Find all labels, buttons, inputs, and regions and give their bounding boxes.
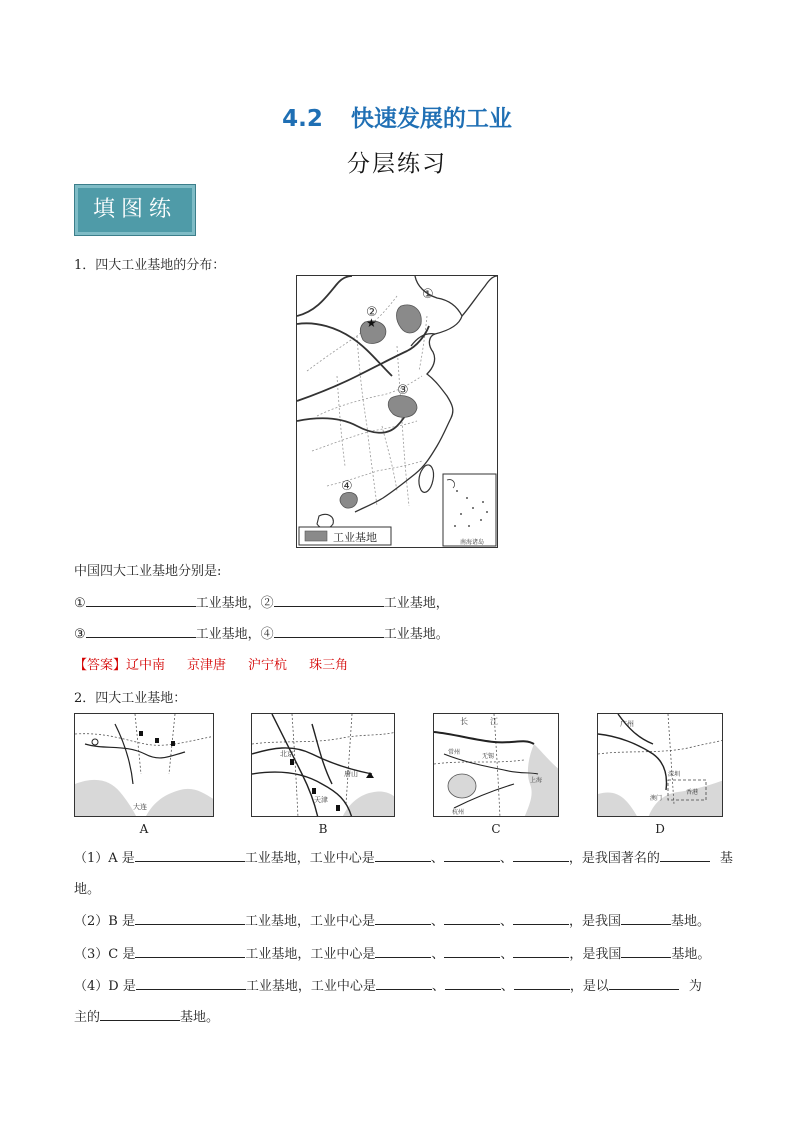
mark-1: ① [74,596,86,611]
page-subtitle: 分层练习 [347,151,447,177]
map-d-place: 香港 [686,789,699,796]
row2-text2: 工业基地。 [383,627,449,642]
s1-b: 工业基地，工业中心是 [244,851,375,866]
s4-f: 为 [688,979,702,994]
s2-blank-base[interactable] [135,911,245,925]
s4-g: 主的 [74,1010,101,1025]
answer-item: 珠三角 [309,658,349,673]
marker-2: ② [366,305,378,320]
s4-a: （4）D 是 [74,979,136,994]
s2-blank-c1[interactable] [375,911,431,925]
map-c-place: 上海 [530,777,543,784]
marker-4: ④ [341,479,353,494]
map-c [433,713,559,817]
q2-s4-wrap [74,1006,219,1025]
q2-s2 [74,910,710,929]
map-a-place: 大连 [133,803,147,811]
q2-s4 [74,975,702,994]
s1-blank-base[interactable] [135,848,245,862]
s1-blank-c3[interactable] [513,848,569,862]
s3-blank-base[interactable] [135,944,245,958]
s4-h: 基地。 [180,1010,220,1025]
map-c-place: 常州 [448,749,461,756]
mark-4: ④ [260,627,274,642]
map-c-label: C [491,822,501,836]
map-a-label: A [139,822,149,836]
s3-blank-c3[interactable] [513,944,569,958]
blank-2[interactable] [274,593,384,607]
s3-b: 工业基地，工业中心是 [245,947,376,962]
map-d-place: 深圳 [668,771,681,778]
s4-blank-type[interactable] [609,976,679,990]
s2-b: 工业基地，工业中心是 [244,914,375,929]
inset-label: 南海诸岛 [460,539,485,546]
answer-item: 沪宁杭 [248,658,288,673]
s1-blank-type[interactable] [660,848,710,862]
s4-d: 、 [500,979,514,994]
s2-f: 基地。 [671,914,711,929]
q1-row2 [74,623,449,642]
map-b [251,713,395,817]
q2-prompt: 2．四大工业基地： [74,691,187,706]
s2-a: （2）B 是 [74,914,135,929]
s2-e: ，是我国 [569,914,622,929]
s1-d: 、 [499,851,513,866]
s1-blank-c2[interactable] [444,848,500,862]
q2-s1-wrap: 地。 [74,882,101,897]
map-a [74,713,214,817]
legend-swatch [305,531,327,541]
s2-d: 、 [500,914,514,929]
s2-blank-c3[interactable] [513,911,569,925]
map-d-place: 广州 [620,720,634,728]
answer-item: 京津唐 [187,658,227,673]
s3-c: 、 [431,947,445,962]
s2-blank-type[interactable] [621,911,671,925]
q2-s1 [74,847,733,866]
s4-blank-c2[interactable] [445,976,501,990]
china-industrial-base-map [296,275,498,548]
map-b-place: 天津 [314,796,328,804]
map-b-label: B [318,822,328,836]
s3-blank-c2[interactable] [444,944,500,958]
s1-e: ，是我国著名的 [568,851,660,866]
map-c-place: 无锡 [482,753,495,760]
china-map-graphic [297,276,497,547]
section-title: 快速发展的工业 [350,106,512,132]
q1-prompt: 1．四大工业基地的分布： [74,258,226,273]
map-d-label: D [655,822,665,836]
q1-answer [74,654,370,673]
blank-1[interactable] [86,593,196,607]
s4-blank-c3[interactable] [514,976,570,990]
s3-blank-type[interactable] [621,944,671,958]
section-badge [74,184,196,236]
s3-d: 、 [500,947,514,962]
s4-b: 工业基地，工业中心是 [245,979,376,994]
marker-1: ① [422,287,434,302]
s3-a: （3）C 是 [74,947,136,962]
s4-c: 、 [431,979,445,994]
s1-f: 基 [719,851,733,866]
map-b-place: 唐山 [344,770,358,778]
q2-s3 [74,943,710,962]
s1-a: （1）A 是 [74,851,135,866]
s4-blank-c1[interactable] [376,976,432,990]
answer-tag: 【答案】 [74,658,127,673]
s3-f: 基地。 [671,947,711,962]
blank-4[interactable] [274,624,384,638]
s4-blank-kind[interactable] [100,1007,180,1021]
map-c-place: 杭州 [452,809,465,816]
mark-3: ③ [74,627,86,642]
map-c-place: 长 [460,717,468,726]
base-huningsheng [388,396,417,418]
legend-label: 工业基地 [333,531,377,544]
capital-star-icon: ★ [366,316,377,330]
map-c-place: 江 [490,717,498,726]
map-d [597,713,723,817]
page-title [0,100,794,133]
row2-text1: 工业基地， [195,627,261,642]
s1-c: 、 [430,851,444,866]
section-badge-label: 填图练 [92,197,177,222]
map-b-place: 北京 [280,750,294,758]
q1-row1 [74,592,449,611]
section-number: 4.2 [282,106,323,132]
s2-c: 、 [430,914,444,929]
s4-e: ，是以 [569,979,609,994]
s2-blank-c2[interactable] [444,911,500,925]
s3-blank-c1[interactable] [375,944,431,958]
q1-lead: 中国四大工业基地分别是: [74,564,222,579]
mark-2: ② [260,596,274,611]
row1-text2: 工业基地， [383,596,449,611]
blank-3[interactable] [86,624,196,638]
south-sea-inset [443,474,496,546]
s4-blank-base[interactable] [136,976,246,990]
base-liaozhongnan [397,305,422,333]
base-zhusanjiao [340,492,357,508]
s3-e: ，是我国 [569,947,622,962]
s1-blank-c1[interactable] [375,848,431,862]
answer-item: 辽中南 [126,658,166,673]
marker-3: ③ [397,383,409,398]
map-d-place: 澳门 [650,795,663,802]
row1-text1: 工业基地， [195,596,261,611]
